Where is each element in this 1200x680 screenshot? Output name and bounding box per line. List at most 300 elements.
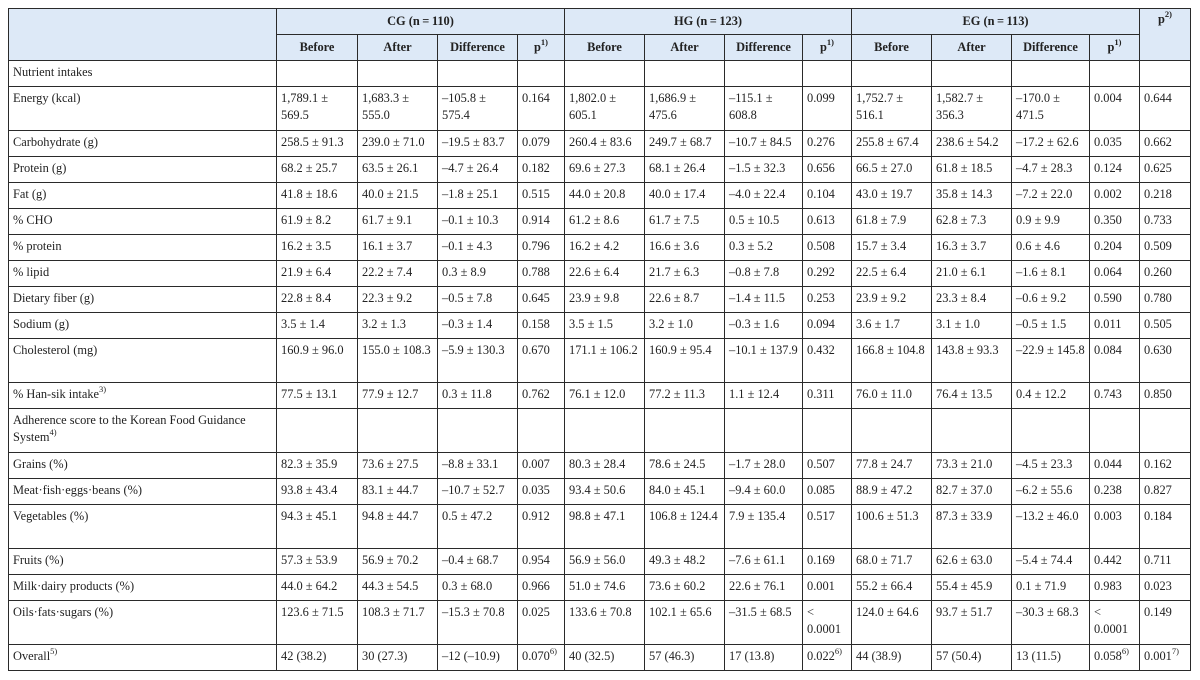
cell-value: 30 (27.3)	[362, 649, 408, 663]
cell-value: 62.6 ± 63.0	[936, 553, 993, 567]
table-cell	[1140, 287, 1191, 313]
row-label-cell	[9, 313, 277, 339]
table-cell	[852, 549, 932, 575]
cell-value: 0.5 ± 10.5	[729, 213, 780, 227]
cell-value: 3.2 ± 1.0	[649, 317, 693, 331]
corner-cell	[9, 9, 277, 61]
table-cell	[645, 87, 725, 131]
cell-value: 44.3 ± 54.5	[362, 579, 419, 593]
cell-value: 0.590	[1094, 291, 1122, 305]
table-cell	[932, 183, 1012, 209]
footnote-marker: 7)	[1171, 645, 1179, 656]
cell-value: 0.796	[522, 239, 550, 253]
table-cell	[1012, 157, 1090, 183]
row-label-cell	[9, 183, 277, 209]
table-cell	[358, 549, 438, 575]
cell-value: 56.9 ± 56.0	[569, 553, 626, 567]
empty-cell	[1012, 61, 1090, 87]
table-cell	[1090, 453, 1140, 479]
cell-value: 1.1 ± 12.4	[729, 387, 780, 401]
table-cell	[565, 157, 645, 183]
table-cell	[852, 261, 932, 287]
cell-value: 66.5 ± 27.0	[856, 161, 913, 175]
cell-value: 0.001	[1144, 649, 1172, 663]
cell-value: –0.6 ± 9.2	[1016, 291, 1067, 305]
table-cell	[1090, 575, 1140, 601]
row-label: Protein (g)	[13, 161, 67, 175]
section-label: Adherence score to the Korean Food Guidance System	[13, 413, 246, 444]
cell-value: 55.4 ± 45.9	[936, 579, 993, 593]
cell-value: 0.3 ± 8.9	[442, 265, 486, 279]
table-cell	[277, 261, 358, 287]
cell-value: –7.6 ± 61.1	[729, 553, 786, 567]
table-cell	[852, 235, 932, 261]
table-cell	[565, 505, 645, 549]
empty-cell	[932, 409, 1012, 453]
row-label: Fruits (%)	[13, 553, 64, 567]
table-cell	[565, 209, 645, 235]
table-cell	[518, 339, 565, 383]
cell-value: 22.6 ± 6.4	[569, 265, 620, 279]
table-cell	[932, 157, 1012, 183]
p2-header-sup: 2)	[1164, 8, 1172, 19]
row-label-cell	[9, 575, 277, 601]
cell-value: 56.9 ± 70.2	[362, 553, 419, 567]
table-cell	[932, 87, 1012, 131]
cell-value: 82.7 ± 37.0	[936, 483, 993, 497]
sub-header-before-cg: Before	[277, 35, 358, 61]
table-cell	[932, 339, 1012, 383]
cell-value: 3.5 ± 1.5	[569, 317, 613, 331]
empty-cell	[438, 409, 518, 453]
cell-value: –12 (–10.9)	[442, 649, 500, 663]
table-cell	[852, 645, 932, 671]
table-cell	[438, 383, 518, 409]
cell-value: 133.6 ± 70.8	[569, 605, 632, 619]
cell-value: 1,683.3 ± 555.0	[362, 91, 410, 122]
table-cell	[277, 183, 358, 209]
empty-cell	[565, 61, 645, 87]
table-cell	[438, 575, 518, 601]
cell-value: 61.9 ± 8.2	[281, 213, 332, 227]
cell-value: 3.1 ± 1.0	[936, 317, 980, 331]
sub-header-p-eg	[1090, 35, 1140, 61]
cell-value: 0.914	[522, 213, 550, 227]
table-cell	[725, 479, 803, 505]
cell-value: –4.0 ± 22.4	[729, 187, 786, 201]
group-header-hg: HG (n = 123)	[565, 9, 852, 35]
cell-value: 0.3 ± 11.8	[442, 387, 492, 401]
cell-value: 3.6 ± 1.7	[856, 317, 900, 331]
table-cell	[932, 261, 1012, 287]
table-cell	[518, 383, 565, 409]
table-cell	[852, 453, 932, 479]
table-row	[9, 549, 1191, 575]
cell-value: –0.5 ± 1.5	[1016, 317, 1067, 331]
table-container	[8, 8, 1191, 671]
table-cell	[1140, 87, 1191, 131]
cell-value: 42 (38.2)	[281, 649, 327, 663]
table-cell	[358, 453, 438, 479]
cell-value: –0.8 ± 7.8	[729, 265, 780, 279]
cell-value: –1.7 ± 28.0	[729, 457, 786, 471]
cell-value: 16.6 ± 3.6	[649, 239, 700, 253]
cell-value: 0.149	[1144, 605, 1172, 619]
cell-value: 23.3 ± 8.4	[936, 291, 987, 305]
empty-cell	[725, 61, 803, 87]
cell-value: 73.6 ± 27.5	[362, 457, 419, 471]
table-cell	[1012, 383, 1090, 409]
empty-cell	[438, 61, 518, 87]
cell-value: 43.0 ± 19.7	[856, 187, 913, 201]
cell-value: 16.2 ± 4.2	[569, 239, 620, 253]
group-header-row	[9, 9, 1191, 35]
table-cell	[358, 313, 438, 339]
table-cell	[932, 453, 1012, 479]
section-label: Nutrient intakes	[13, 65, 93, 79]
cell-value: 0.022	[807, 649, 835, 663]
row-label: Grains (%)	[13, 457, 68, 471]
table-cell	[1090, 287, 1140, 313]
cell-value: 62.8 ± 7.3	[936, 213, 987, 227]
table-cell	[277, 287, 358, 313]
cell-value: 0.711	[1144, 553, 1172, 567]
table-cell	[1090, 183, 1140, 209]
table-cell	[852, 575, 932, 601]
cell-value: 0.505	[1144, 317, 1172, 331]
cell-value: 123.6 ± 71.5	[281, 605, 344, 619]
empty-cell	[852, 61, 932, 87]
cell-value: 61.7 ± 7.5	[649, 213, 700, 227]
cell-value: 0.218	[1144, 187, 1172, 201]
table-cell	[1140, 209, 1191, 235]
cell-value: 23.9 ± 9.8	[569, 291, 620, 305]
empty-cell	[518, 409, 565, 453]
cell-value: 0.3 ± 68.0	[442, 579, 493, 593]
table-cell	[565, 339, 645, 383]
table-cell	[932, 575, 1012, 601]
table-row	[9, 505, 1191, 549]
table-cell	[932, 287, 1012, 313]
table-header	[9, 9, 1191, 61]
cell-value: 0.3 ± 5.2	[729, 239, 773, 253]
table-cell	[1140, 261, 1191, 287]
cell-value: 249.7 ± 68.7	[649, 135, 712, 149]
cell-value: 22.6 ± 8.7	[649, 291, 700, 305]
cell-value: –170.0 ± 471.5	[1016, 91, 1060, 122]
table-cell	[1012, 601, 1090, 645]
empty-cell	[1012, 409, 1090, 453]
cell-value: 0.966	[522, 579, 550, 593]
row-label: Meat·fish·eggs·beans (%)	[13, 483, 143, 497]
table-cell	[645, 479, 725, 505]
sub-header-before-eg: Before	[852, 35, 932, 61]
table-cell	[277, 575, 358, 601]
table-cell	[358, 339, 438, 383]
cell-value: 0.509	[1144, 239, 1172, 253]
cell-value: 0.630	[1144, 343, 1172, 357]
table-cell	[565, 183, 645, 209]
table-cell	[645, 313, 725, 339]
cell-value: 1,802.0 ± 605.1	[569, 91, 617, 122]
cell-value: –0.1 ± 10.3	[442, 213, 499, 227]
table-cell	[645, 505, 725, 549]
empty-cell	[1090, 409, 1140, 453]
table-cell	[277, 645, 358, 671]
table-cell	[852, 383, 932, 409]
cell-value: 0.094	[807, 317, 835, 331]
cell-value: 0.733	[1144, 213, 1172, 227]
table-cell	[803, 183, 852, 209]
cell-value: 22.6 ± 76.1	[729, 579, 786, 593]
table-cell	[852, 87, 932, 131]
sub-header-after-eg: After	[932, 35, 1012, 61]
cell-value: 17 (13.8)	[729, 649, 775, 663]
row-label: Sodium (g)	[13, 317, 70, 331]
table-cell	[565, 287, 645, 313]
table-cell	[803, 261, 852, 287]
table-cell	[1012, 339, 1090, 383]
section-label-cell	[9, 61, 277, 87]
table-cell	[803, 235, 852, 261]
cell-value: 73.3 ± 21.0	[936, 457, 993, 471]
table-row	[9, 601, 1191, 645]
cell-value: 40 (32.5)	[569, 649, 615, 663]
table-cell	[1140, 235, 1191, 261]
table-row	[9, 313, 1191, 339]
empty-cell	[1140, 61, 1191, 87]
table-cell	[725, 183, 803, 209]
cell-value: 35.8 ± 14.3	[936, 187, 993, 201]
cell-value: –9.4 ± 60.0	[729, 483, 786, 497]
table-cell	[932, 505, 1012, 549]
table-cell	[803, 645, 852, 671]
cell-value: 51.0 ± 74.6	[569, 579, 626, 593]
row-label: % CHO	[13, 213, 53, 227]
cell-value: –0.4 ± 68.7	[442, 553, 499, 567]
table-cell	[725, 209, 803, 235]
table-cell	[1090, 157, 1140, 183]
cell-value: 0.023	[1144, 579, 1172, 593]
cell-value: 88.9 ± 47.2	[856, 483, 913, 497]
table-cell	[438, 183, 518, 209]
empty-cell	[645, 61, 725, 87]
cell-value: 78.6 ± 24.5	[649, 457, 706, 471]
cell-value: 239.0 ± 71.0	[362, 135, 425, 149]
cell-value: 0.442	[1094, 553, 1122, 567]
table-row	[9, 453, 1191, 479]
cell-value: 0.002	[1094, 187, 1122, 201]
cell-value: 0.507	[807, 457, 835, 471]
table-cell	[518, 209, 565, 235]
cell-value: 57 (46.3)	[649, 649, 695, 663]
cell-value: 41.8 ± 18.6	[281, 187, 338, 201]
table-cell	[645, 601, 725, 645]
cell-value: 68.2 ± 25.7	[281, 161, 338, 175]
cell-value: –4.5 ± 23.3	[1016, 457, 1073, 471]
cell-value: 93.7 ± 51.7	[936, 605, 993, 619]
table-cell	[438, 339, 518, 383]
sub-header-p-sup: 1)	[1114, 36, 1122, 47]
table-cell	[803, 505, 852, 549]
table-cell	[565, 313, 645, 339]
cell-value: 44 (38.9)	[856, 649, 902, 663]
sub-header-p-hg	[803, 35, 852, 61]
table-cell	[852, 157, 932, 183]
table-cell	[645, 339, 725, 383]
table-cell	[358, 601, 438, 645]
cell-value: 7.9 ± 135.4	[729, 509, 786, 523]
table-cell	[725, 505, 803, 549]
table-cell	[803, 287, 852, 313]
table-cell	[932, 479, 1012, 505]
section-row	[9, 61, 1191, 87]
cell-value: 77.5 ± 13.1	[281, 387, 338, 401]
row-label: Milk·dairy products (%)	[13, 579, 135, 593]
cell-value: 0.204	[1094, 239, 1122, 253]
cell-value: 68.0 ± 71.7	[856, 553, 913, 567]
cell-value: 55.2 ± 66.4	[856, 579, 913, 593]
section-row	[9, 409, 1191, 453]
table-row	[9, 235, 1191, 261]
cell-value: 0.007	[522, 457, 550, 471]
cell-value: 1,789.1 ± 569.5	[281, 91, 329, 122]
row-label: Vegetables (%)	[13, 509, 89, 523]
table-cell	[277, 479, 358, 505]
table-cell	[803, 209, 852, 235]
table-cell	[565, 235, 645, 261]
cell-value: 0.164	[522, 91, 550, 105]
cell-value: 61.8 ± 7.9	[856, 213, 907, 227]
table-cell	[1012, 549, 1090, 575]
table-cell	[358, 157, 438, 183]
cell-value: 77.8 ± 24.7	[856, 457, 913, 471]
table-cell	[645, 453, 725, 479]
footnote-marker: 6)	[834, 645, 842, 656]
sub-header-p-text: p	[534, 40, 541, 54]
table-cell	[518, 505, 565, 549]
cell-value: –0.3 ± 1.6	[729, 317, 780, 331]
table-cell	[277, 209, 358, 235]
table-cell	[1090, 339, 1140, 383]
cell-value: 155.0 ± 108.3	[362, 343, 431, 357]
table-cell	[518, 261, 565, 287]
sub-header-p-sup: 1)	[826, 36, 834, 47]
table-row	[9, 575, 1191, 601]
table-cell	[932, 601, 1012, 645]
row-label-cell	[9, 645, 277, 671]
cell-value: –0.5 ± 7.8	[442, 291, 493, 305]
cell-value: 21.0 ± 6.1	[936, 265, 987, 279]
cell-value: –5.9 ± 130.3	[442, 343, 505, 357]
table-cell	[725, 645, 803, 671]
table-cell	[1090, 505, 1140, 549]
sub-header-p-sup: 1)	[540, 36, 548, 47]
cell-value: –30.3 ± 68.3	[1016, 605, 1079, 619]
cell-value: 57.3 ± 53.9	[281, 553, 338, 567]
row-label-cell	[9, 383, 277, 409]
table-cell	[1140, 157, 1191, 183]
cell-value: –31.5 ± 68.5	[729, 605, 792, 619]
table-cell	[438, 601, 518, 645]
row-label-cell	[9, 87, 277, 131]
p2-header	[1140, 9, 1191, 61]
cell-value: 93.8 ± 43.4	[281, 483, 338, 497]
table-cell	[1140, 601, 1191, 645]
table-cell	[518, 235, 565, 261]
p2-header-text: p	[1158, 12, 1165, 26]
sub-header-difference-eg: Difference	[1012, 35, 1090, 61]
cell-value: 76.1 ± 12.0	[569, 387, 626, 401]
table-cell	[358, 479, 438, 505]
row-label-cell	[9, 601, 277, 645]
table-cell	[1090, 549, 1140, 575]
cell-value: 98.8 ± 47.1	[569, 509, 626, 523]
table-cell	[932, 209, 1012, 235]
table-cell	[1012, 87, 1090, 131]
cell-value: 1,582.7 ± 356.3	[936, 91, 984, 122]
row-label-cell	[9, 287, 277, 313]
cell-value: 0.350	[1094, 213, 1122, 227]
cell-value: 0.169	[807, 553, 835, 567]
cell-value: 258.5 ± 91.3	[281, 135, 344, 149]
row-label-cell	[9, 479, 277, 505]
table-cell	[1090, 479, 1140, 505]
table-cell	[358, 261, 438, 287]
cell-value: 0.011	[1094, 317, 1122, 331]
table-cell	[803, 601, 852, 645]
table-cell	[1090, 313, 1140, 339]
row-label: Overall	[13, 649, 51, 663]
cell-value: –19.5 ± 83.7	[442, 135, 505, 149]
table-cell	[277, 157, 358, 183]
table-row	[9, 261, 1191, 287]
sub-header-before-hg: Before	[565, 35, 645, 61]
table-cell	[645, 261, 725, 287]
empty-cell	[565, 409, 645, 453]
empty-cell	[358, 61, 438, 87]
table-cell	[725, 131, 803, 157]
cell-value: 0.644	[1144, 91, 1172, 105]
row-label: % protein	[13, 239, 62, 253]
cell-value: –4.7 ± 26.4	[442, 161, 499, 175]
cell-value: 0.276	[807, 135, 835, 149]
footnote-marker: 4)	[49, 426, 57, 437]
cell-value: 87.3 ± 33.9	[936, 509, 993, 523]
table-cell	[645, 183, 725, 209]
cell-value: 0.662	[1144, 135, 1172, 149]
table-cell	[277, 383, 358, 409]
table-cell	[518, 131, 565, 157]
table-cell	[725, 287, 803, 313]
table-cell	[645, 131, 725, 157]
table-cell	[725, 157, 803, 183]
group-header-eg: EG (n = 113)	[852, 9, 1140, 35]
cell-value: 77.2 ± 11.3	[649, 387, 705, 401]
cell-value: –5.4 ± 74.4	[1016, 553, 1073, 567]
table-cell	[565, 601, 645, 645]
table-row	[9, 287, 1191, 313]
table-cell	[518, 287, 565, 313]
cell-value: 0.035	[1094, 135, 1122, 149]
table-cell	[852, 339, 932, 383]
cell-value: –8.8 ± 33.1	[442, 457, 499, 471]
table-cell	[565, 453, 645, 479]
cell-value: 0.044	[1094, 457, 1122, 471]
empty-cell	[1140, 409, 1191, 453]
table-cell	[803, 87, 852, 131]
table-cell	[518, 479, 565, 505]
